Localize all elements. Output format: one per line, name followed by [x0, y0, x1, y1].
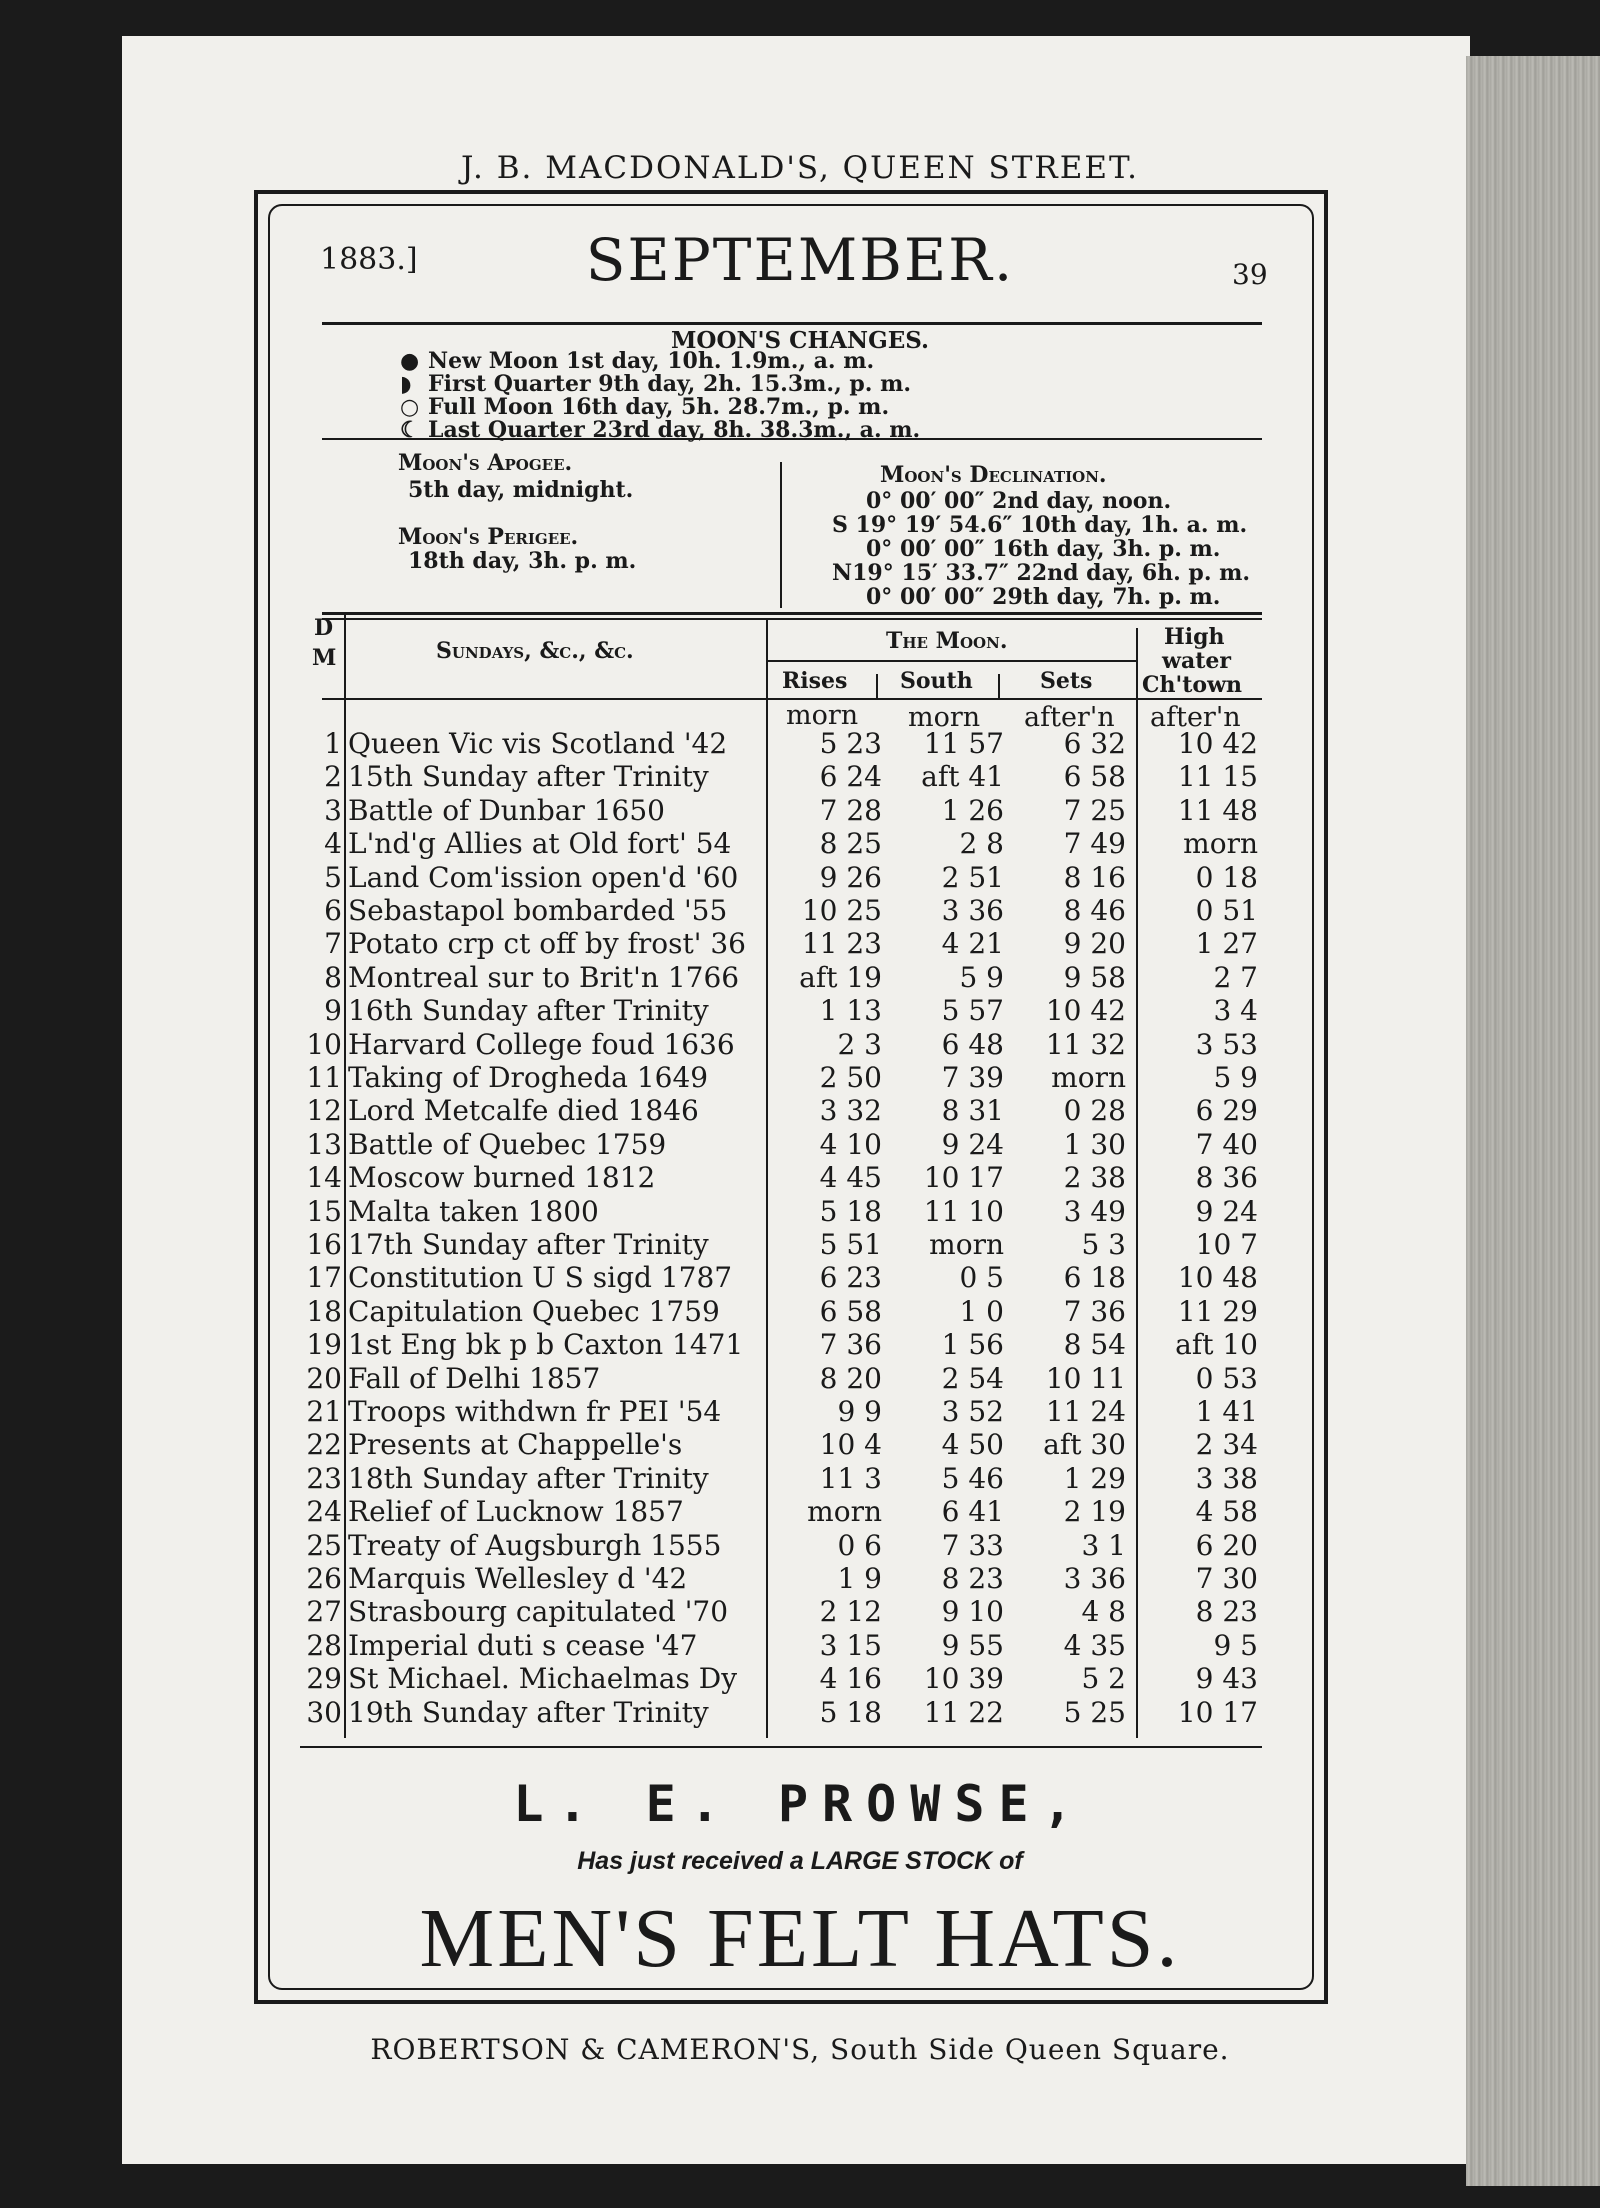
day-number: 26	[306, 1562, 342, 1595]
day-number: 6	[324, 894, 342, 927]
day-number: 2	[324, 760, 342, 793]
moon-south: 6 41	[941, 1495, 1004, 1528]
moon-south: 9 10	[941, 1595, 1004, 1628]
moon-rises: 4 10	[819, 1128, 882, 1161]
day-event: Land Com'ission open'd '60	[348, 861, 739, 894]
moon-south: 2 8	[959, 827, 1004, 860]
moon-south: 8 23	[941, 1562, 1004, 1595]
moon-rises: 10 4	[819, 1428, 882, 1461]
moon-sets: 11 24	[1045, 1395, 1126, 1428]
month-title: SEPTEMBER.	[585, 226, 1015, 294]
high-water: 11 48	[1177, 794, 1258, 827]
moon-sets: 7 25	[1063, 794, 1126, 827]
moon-south: morn	[929, 1228, 1004, 1261]
day-event: 17th Sunday after Trinity	[348, 1228, 709, 1261]
moon-rises: 9 9	[837, 1395, 882, 1428]
day-event: Capitulation Quebec 1759	[348, 1295, 720, 1328]
moon-sets: 1 30	[1063, 1128, 1126, 1161]
day-event: Potato crp ct off by frost' 36	[348, 927, 746, 960]
high-water: 10 42	[1177, 727, 1258, 760]
column-rule	[344, 614, 346, 1738]
moon-sets: 2 38	[1063, 1161, 1126, 1194]
day-event: Harvard College foud 1636	[348, 1028, 735, 1061]
moon-rises: 4 16	[819, 1662, 882, 1695]
ad-subtitle: Has just received a LARGE STOCK of	[577, 1847, 1023, 1875]
moon-sets: 3 1	[1081, 1529, 1126, 1562]
high-water: 3 4	[1213, 994, 1258, 1027]
moon-rises: 10 25	[801, 894, 882, 927]
day-event: Imperial duti s cease '47	[348, 1629, 698, 1662]
moon-south: 6 48	[941, 1028, 1004, 1061]
divider	[300, 1746, 1262, 1748]
moon-south: 11 57	[923, 727, 1004, 760]
moon-rises: 6 23	[819, 1261, 882, 1294]
day-event: L'nd'g Allies at Old fort' 54	[348, 827, 732, 860]
perigee-text: 18th day, 3h. p. m.	[408, 548, 637, 574]
divider	[322, 618, 1262, 620]
moon-rises: aft 19	[799, 961, 882, 994]
day-event: 1st Eng bk p b Caxton 1471	[348, 1328, 744, 1361]
moon-south: 2 51	[941, 861, 1004, 894]
high-water: 2 34	[1195, 1428, 1258, 1461]
moon-south: 9 55	[941, 1629, 1004, 1662]
moon-sets: 7 36	[1063, 1295, 1126, 1328]
moon-sets: 6 32	[1063, 727, 1126, 760]
day-event: Treaty of Augsburgh 1555	[348, 1529, 722, 1562]
moon-south: 1 56	[941, 1328, 1004, 1361]
moon-south: 5 46	[941, 1462, 1004, 1495]
day-event: Presents at Chappelle's	[348, 1428, 683, 1461]
declination-line: 0° 00′ 00″ 29th day, 7h. p. m.	[866, 584, 1221, 610]
day-number: 12	[306, 1094, 342, 1127]
day-number: 14	[306, 1161, 342, 1194]
day-event: 16th Sunday after Trinity	[348, 994, 709, 1027]
moon-sets: 1 29	[1063, 1462, 1126, 1495]
col-moon-heading: The Moon.	[886, 628, 1008, 654]
divider	[766, 660, 1136, 662]
moon-rises: 5 18	[819, 1195, 882, 1228]
divider	[322, 612, 1262, 615]
moon-sets: 0 28	[1063, 1094, 1126, 1127]
day-event: Marquis Wellesley d '42	[348, 1562, 688, 1595]
day-number: 19	[306, 1328, 342, 1361]
south-subhead: morn	[908, 702, 981, 733]
moon-south: 5 9	[959, 961, 1004, 994]
day-number: 3	[324, 794, 342, 827]
moon-south: 3 36	[941, 894, 1004, 927]
day-event: Moscow burned 1812	[348, 1161, 656, 1194]
moon-rises: 1 13	[819, 994, 882, 1027]
col-sets-heading: Sets	[1040, 668, 1093, 694]
moon-rises: 5 23	[819, 727, 882, 760]
moon-sets: 3 36	[1063, 1562, 1126, 1595]
year-label: 1883.]	[320, 242, 418, 277]
page-number: 39	[1232, 258, 1268, 291]
day-number: 8	[324, 961, 342, 994]
high-water: 8 23	[1195, 1595, 1258, 1628]
moon-south: 3 52	[941, 1395, 1004, 1428]
day-event: 19th Sunday after Trinity	[348, 1696, 709, 1729]
day-number: 4	[324, 827, 342, 860]
high-water: 10 48	[1177, 1261, 1258, 1294]
day-number: 5	[324, 861, 342, 894]
perigee-label: Moon's Perigee.	[398, 524, 579, 550]
apogee-text: 5th day, midnight.	[408, 477, 634, 503]
moon-phase-icon: ●	[400, 348, 420, 374]
day-number: 23	[306, 1462, 342, 1495]
high-water: 9 24	[1195, 1195, 1258, 1228]
day-event: Battle of Dunbar 1650	[348, 794, 665, 827]
moon-sets: 8 16	[1063, 861, 1126, 894]
moon-sets: 6 18	[1063, 1261, 1126, 1294]
column-rule	[766, 620, 768, 1738]
high-water: 0 53	[1195, 1362, 1258, 1395]
day-number: 21	[306, 1395, 342, 1428]
day-number: 18	[306, 1295, 342, 1328]
moon-sets: 7 49	[1063, 827, 1126, 860]
high-water: 4 58	[1195, 1495, 1258, 1528]
day-number: 13	[306, 1128, 342, 1161]
moon-rises: 6 24	[819, 760, 882, 793]
day-event: Lord Metcalfe died 1846	[348, 1094, 699, 1127]
day-event: Relief of Lucknow 1857	[348, 1495, 684, 1528]
moon-change-text: New Moon 1st day, 10h. 1.9m., a. m.	[428, 348, 875, 374]
day-event: 15th Sunday after Trinity	[348, 760, 709, 793]
moon-sets: 4 8	[1081, 1595, 1126, 1628]
moon-rises: 3 32	[819, 1094, 882, 1127]
col-highwater-heading-2: water	[1162, 648, 1231, 674]
declination-line: 0° 00′ 00″ 2nd day, noon.	[866, 488, 1172, 514]
day-event: Battle of Quebec 1759	[348, 1128, 667, 1161]
moon-sets: 8 54	[1063, 1328, 1126, 1361]
col-rises-heading: Rises	[782, 668, 848, 694]
high-water: 10 17	[1177, 1696, 1258, 1729]
moon-south: 1 0	[959, 1295, 1004, 1328]
day-number: 27	[306, 1595, 342, 1628]
moon-rises: 11 23	[801, 927, 882, 960]
high-water: 7 40	[1195, 1128, 1258, 1161]
divider	[322, 438, 1262, 440]
day-event: Strasbourg capitulated '70	[348, 1595, 729, 1628]
page-header: J. B. MACDONALD'S, QUEEN STREET.	[461, 150, 1139, 186]
moon-sets: 11 32	[1045, 1028, 1126, 1061]
moon-change-text: First Quarter 9th day, 2h. 15.3m., p. m.	[428, 371, 912, 397]
moon-south: 8 31	[941, 1094, 1004, 1127]
moon-sets: morn	[1051, 1061, 1126, 1094]
page-footer: ROBERTSON & CAMERON'S, South Side Queen Square.	[370, 2033, 1230, 2066]
moon-sets: aft 30	[1043, 1428, 1126, 1461]
moon-south: 4 50	[941, 1428, 1004, 1461]
day-event: Sebastapol bombarded '55	[348, 894, 728, 927]
moon-sets: 8 46	[1063, 894, 1126, 927]
high-water: 5 9	[1213, 1061, 1258, 1094]
declination-line: S 19° 19′ 54.6″ 10th day, 1h. a. m.	[832, 512, 1248, 538]
high-water: morn	[1183, 827, 1258, 860]
moon-sets: 5 25	[1063, 1696, 1126, 1729]
col-m-heading: M	[312, 645, 337, 671]
highwater-subhead: after'n	[1150, 702, 1241, 733]
day-event: Constitution U S sigd 1787	[348, 1261, 733, 1294]
declination-label: Moon's Declination.	[880, 462, 1107, 488]
col-highwater-heading-3: Ch'town	[1142, 672, 1243, 698]
moon-rises: 7 36	[819, 1328, 882, 1361]
day-number: 25	[306, 1529, 342, 1562]
col-south-heading: South	[900, 668, 973, 694]
day-number: 28	[306, 1629, 342, 1662]
day-number: 1	[324, 727, 342, 760]
high-water: 0 51	[1195, 894, 1258, 927]
high-water: 1 27	[1195, 927, 1258, 960]
high-water: aft 10	[1175, 1328, 1258, 1361]
moon-rises: 5 51	[819, 1228, 882, 1261]
high-water: 3 53	[1195, 1028, 1258, 1061]
moon-south: 5 57	[941, 994, 1004, 1027]
moon-sets: 2 19	[1063, 1495, 1126, 1528]
day-number: 30	[306, 1696, 342, 1729]
moon-south: aft 41	[921, 760, 1004, 793]
day-event: Fall of Delhi 1857	[348, 1362, 601, 1395]
high-water: 8 36	[1195, 1161, 1258, 1194]
ad-merchant-name: L. E. PROWSE,	[513, 1775, 1087, 1833]
day-number: 20	[306, 1362, 342, 1395]
moon-rises: 6 58	[819, 1295, 882, 1328]
moon-sets: 3 49	[1063, 1195, 1126, 1228]
moon-sets: 4 35	[1063, 1629, 1126, 1662]
day-number: 9	[324, 994, 342, 1027]
day-event: Montreal sur to Brit'n 1766	[348, 961, 740, 994]
moon-rises: 2 3	[837, 1028, 882, 1061]
rises-subhead: morn	[786, 700, 859, 731]
moon-south: 10 17	[923, 1161, 1004, 1194]
moon-sets: 9 58	[1063, 961, 1126, 994]
day-event: St Michael. Michaelmas Dy	[348, 1662, 738, 1695]
moon-south: 2 54	[941, 1362, 1004, 1395]
moon-sets: 10 42	[1045, 994, 1126, 1027]
day-event: 18th Sunday after Trinity	[348, 1462, 709, 1495]
moon-sets: 6 58	[1063, 760, 1126, 793]
day-number: 15	[306, 1195, 342, 1228]
moon-sets: 9 20	[1063, 927, 1126, 960]
high-water: 0 18	[1195, 861, 1258, 894]
moon-sets: 5 2	[1081, 1662, 1126, 1695]
ad-headline: MEN'S FELT HATS.	[419, 1892, 1181, 1985]
moon-south: 4 21	[941, 927, 1004, 960]
moon-change-text: Last Quarter 23rd day, 8h. 38.3m., a. m.	[428, 417, 921, 443]
high-water: 9 43	[1195, 1662, 1258, 1695]
column-rule	[998, 674, 1000, 698]
declination-line: 0° 00′ 00″ 16th day, 3h. p. m.	[866, 536, 1221, 562]
high-water: 9 5	[1213, 1629, 1258, 1662]
moon-south: 11 22	[923, 1696, 1004, 1729]
moon-rises: 9 26	[819, 861, 882, 894]
moon-south: 7 39	[941, 1061, 1004, 1094]
high-water: 2 7	[1213, 961, 1258, 994]
moon-south: 1 26	[941, 794, 1004, 827]
moon-phase-icon: ○	[400, 394, 420, 420]
day-event: Taking of Drogheda 1649	[348, 1061, 709, 1094]
moon-phase-icon: ☾	[400, 417, 420, 443]
high-water: 11 29	[1177, 1295, 1258, 1328]
day-event: Queen Vic vis Scotland '42	[348, 727, 728, 760]
day-number: 24	[306, 1495, 342, 1528]
moon-rises: 8 20	[819, 1362, 882, 1395]
moon-rises: 2 12	[819, 1595, 882, 1628]
day-event: Troops withdwn fr PEI '54	[348, 1395, 722, 1428]
moon-rises: 0 6	[837, 1529, 882, 1562]
high-water: 11 15	[1177, 760, 1258, 793]
moon-rises: 11 3	[819, 1462, 882, 1495]
day-number: 16	[306, 1228, 342, 1261]
day-number: 29	[306, 1662, 342, 1695]
moon-rises: 2 50	[819, 1061, 882, 1094]
moon-sets: 10 11	[1045, 1362, 1126, 1395]
sets-subhead: after'n	[1024, 702, 1115, 733]
col-highwater-heading-1: High	[1164, 624, 1225, 650]
high-water: 10 7	[1195, 1228, 1258, 1261]
moon-south: 11 10	[923, 1195, 1004, 1228]
column-rule	[1136, 628, 1138, 1738]
moon-rises: 4 45	[819, 1161, 882, 1194]
day-event: Malta taken 1800	[348, 1195, 599, 1228]
day-number: 22	[306, 1428, 342, 1461]
moon-rises: 8 25	[819, 827, 882, 860]
high-water: 6 29	[1195, 1094, 1258, 1127]
high-water: 6 20	[1195, 1529, 1258, 1562]
moon-change-text: Full Moon 16th day, 5h. 28.7m., p. m.	[428, 394, 890, 420]
moon-changes-heading: MOON'S CHANGES.	[670, 327, 930, 354]
day-number: 10	[306, 1028, 342, 1061]
moon-south: 7 33	[941, 1529, 1004, 1562]
moon-south: 9 24	[941, 1128, 1004, 1161]
high-water: 3 38	[1195, 1462, 1258, 1495]
moon-south: 0 5	[959, 1261, 1004, 1294]
divider	[780, 462, 782, 608]
day-number: 7	[324, 927, 342, 960]
moon-rises: 3 15	[819, 1629, 882, 1662]
moon-sets: 5 3	[1081, 1228, 1126, 1261]
divider	[322, 322, 1262, 325]
moon-rises: 5 18	[819, 1696, 882, 1729]
col-sundays-heading: Sundays, &c., &c.	[436, 638, 634, 664]
high-water: 1 41	[1195, 1395, 1258, 1428]
moon-south: 10 39	[923, 1662, 1004, 1695]
col-d-heading: D	[314, 615, 334, 641]
column-rule	[876, 674, 878, 698]
moon-rises: 1 9	[837, 1562, 882, 1595]
high-water: 7 30	[1195, 1562, 1258, 1595]
apogee-label: Moon's Apogee.	[398, 450, 573, 476]
moon-phase-icon: ◗	[400, 371, 412, 397]
moon-rises: 7 28	[819, 794, 882, 827]
day-number: 11	[306, 1061, 342, 1094]
moon-rises: morn	[807, 1495, 882, 1528]
day-number: 17	[306, 1261, 342, 1294]
declination-line: N19° 15′ 33.7″ 22nd day, 6h. p. m.	[832, 560, 1251, 586]
